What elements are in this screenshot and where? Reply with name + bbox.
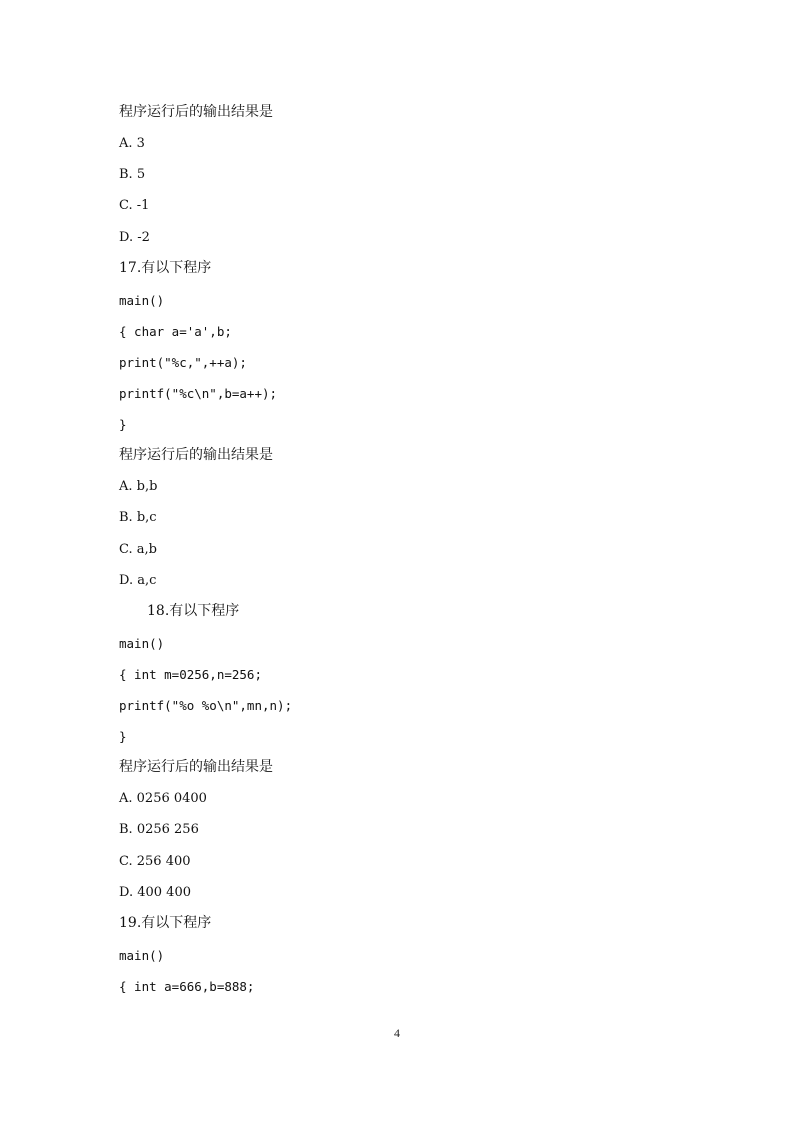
code-line: main() — [119, 636, 165, 651]
code-line: main() — [119, 293, 165, 308]
option-d: D. a,c — [119, 573, 157, 588]
code-line: print("%c,",++a); — [119, 355, 247, 370]
option-d: D. -2 — [119, 230, 150, 245]
option-d: D. 400 400 — [119, 885, 191, 900]
code-line: { char a='a',b; — [119, 324, 232, 339]
option-b: B. b,c — [119, 510, 157, 525]
question-17-heading: 17.有以下程序 — [119, 260, 212, 276]
option-c: C. 256 400 — [119, 854, 191, 869]
code-line: { int a=666,b=888; — [119, 979, 255, 994]
code-line: } — [119, 417, 127, 432]
code-line: } — [119, 729, 127, 744]
option-a: A. b,b — [119, 479, 158, 494]
option-b: B. 5 — [119, 167, 146, 182]
option-c: C. a,b — [119, 542, 157, 557]
code-line: printf("%c\n",b=a++); — [119, 386, 278, 401]
question-19-heading: 19.有以下程序 — [119, 915, 212, 931]
question-18-heading: 18.有以下程序 — [147, 603, 240, 619]
code-line: printf("%o %o\n",mn,n); — [119, 698, 293, 713]
question-prompt: 程序运行后的输出结果是 — [119, 447, 273, 463]
option-a: A. 0256 0400 — [119, 791, 207, 806]
option-a: A. 3 — [119, 136, 145, 151]
option-b: B. 0256 256 — [119, 822, 199, 837]
option-c: C. -1 — [119, 198, 150, 213]
code-line: main() — [119, 948, 165, 963]
page-number: 4 — [394, 1026, 400, 1040]
question-prompt: 程序运行后的输出结果是 — [119, 759, 273, 775]
question-prompt: 程序运行后的输出结果是 — [119, 104, 273, 120]
code-line: { int m=0256,n=256; — [119, 667, 262, 682]
